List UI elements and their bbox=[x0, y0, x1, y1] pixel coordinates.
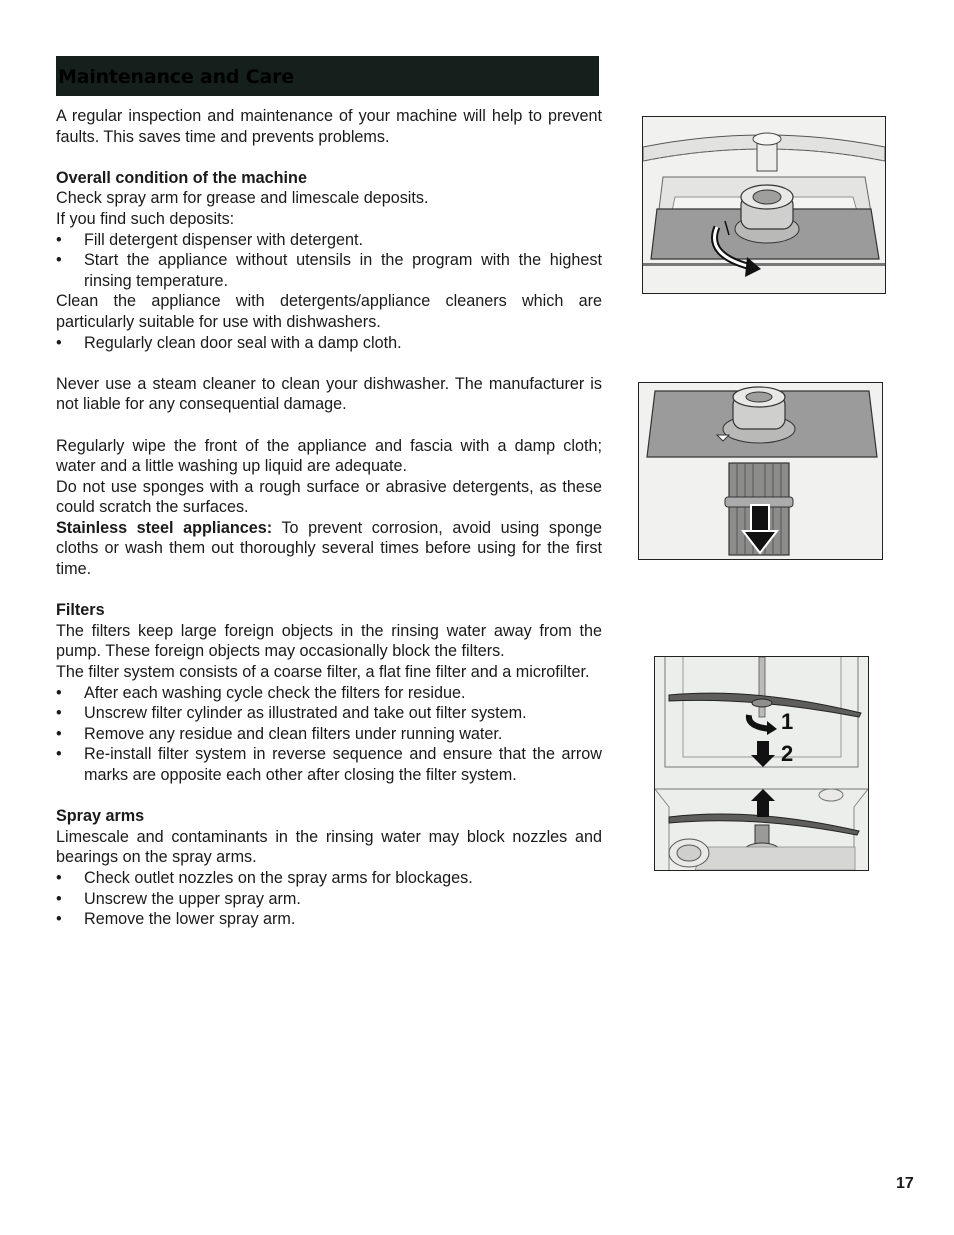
stainless-paragraph bbox=[56, 518, 602, 580]
steam-paragraph: Never use a steam cleaner to clean your dishwasher. The manufacturer is not liable for any consequential damage. bbox=[56, 374, 602, 414]
filters-p2: The filter system consists of a coarse filter, a flat fine filter and a microfilter. bbox=[56, 663, 590, 682]
stainless-text: To prevent corrosion, avoid using sponge cloths or wash them out thoroughly several times before using for the first time. bbox=[56, 518, 602, 579]
list-item: • Check outlet nozzles on the spray arms for blockages. bbox=[56, 868, 473, 887]
section-header-bar bbox=[56, 56, 599, 96]
list-item: • Regularly clean door seal with a damp cloth. bbox=[56, 333, 402, 352]
list-item: • Unscrew filter cylinder as illustrated and take out filter system. bbox=[56, 704, 527, 723]
page-number: 17 bbox=[896, 1175, 914, 1192]
spray-arms-heading: Spray arms bbox=[56, 807, 145, 826]
overall-line2: If you find such deposits: bbox=[56, 209, 235, 228]
list-item: • Remove the lower spray arm. bbox=[56, 910, 296, 929]
overall-line1: Check spray arm for grease and limescale deposits. bbox=[56, 189, 429, 208]
main-text-column bbox=[56, 106, 602, 930]
figure-filter-remove bbox=[638, 382, 883, 560]
filter-remove-illustration bbox=[639, 383, 882, 559]
stainless-label: Stainless steel appliances: bbox=[56, 518, 273, 537]
list-item: • Start the appliance without utensils in the program with the highest rinsing temperature. bbox=[56, 251, 602, 290]
filter-unscrew-illustration bbox=[643, 117, 885, 293]
spray-arms-illustration bbox=[655, 657, 868, 870]
overall-heading: Overall condition of the machine bbox=[56, 168, 307, 187]
step-label-1: 1 bbox=[781, 709, 794, 734]
clean-paragraph: Clean the appliance with detergents/appliance cleaners which are particularly suitable for use with dishwashers. bbox=[56, 292, 602, 331]
section-title: Maintenance and Care bbox=[58, 66, 294, 88]
intro-paragraph: A regular inspection and maintenance of your machine will help to prevent faults. This saves time and prevents problems. bbox=[56, 107, 602, 146]
list-item: • Remove any residue and clean filters under running water. bbox=[56, 724, 503, 743]
spray-arms-p1: Limescale and contaminants in the rinsing water may block nozzles and bearings on the spray arms. bbox=[56, 827, 602, 867]
sponges-paragraph: Do not use sponges with a rough surface or abrasive detergents, as these could scratch the surfaces. bbox=[56, 477, 602, 517]
figure-filter-unscrew bbox=[642, 116, 886, 294]
figure-spray-arms bbox=[654, 656, 869, 871]
list-item: • Re-install filter system in reverse sequence and ensure that the arrow marks are opposite each other after closing the filter system. bbox=[56, 745, 602, 784]
filters-p1: The filters keep large foreign objects in the rinsing water away from the pump. These foreign objects may occasionally block the filters. bbox=[56, 621, 602, 661]
list-item: • After each washing cycle check the filters for residue. bbox=[56, 683, 466, 702]
step-label-2: 2 bbox=[781, 741, 794, 766]
wipe-paragraph: Regularly wipe the front of the appliance and fascia with a damp cloth; water and a little washing up liquid are adequate. bbox=[56, 436, 602, 476]
list-item: • Fill detergent dispenser with detergent. bbox=[56, 230, 363, 249]
list-item: • Unscrew the upper spray arm. bbox=[56, 889, 301, 908]
filters-heading: Filters bbox=[56, 601, 105, 620]
